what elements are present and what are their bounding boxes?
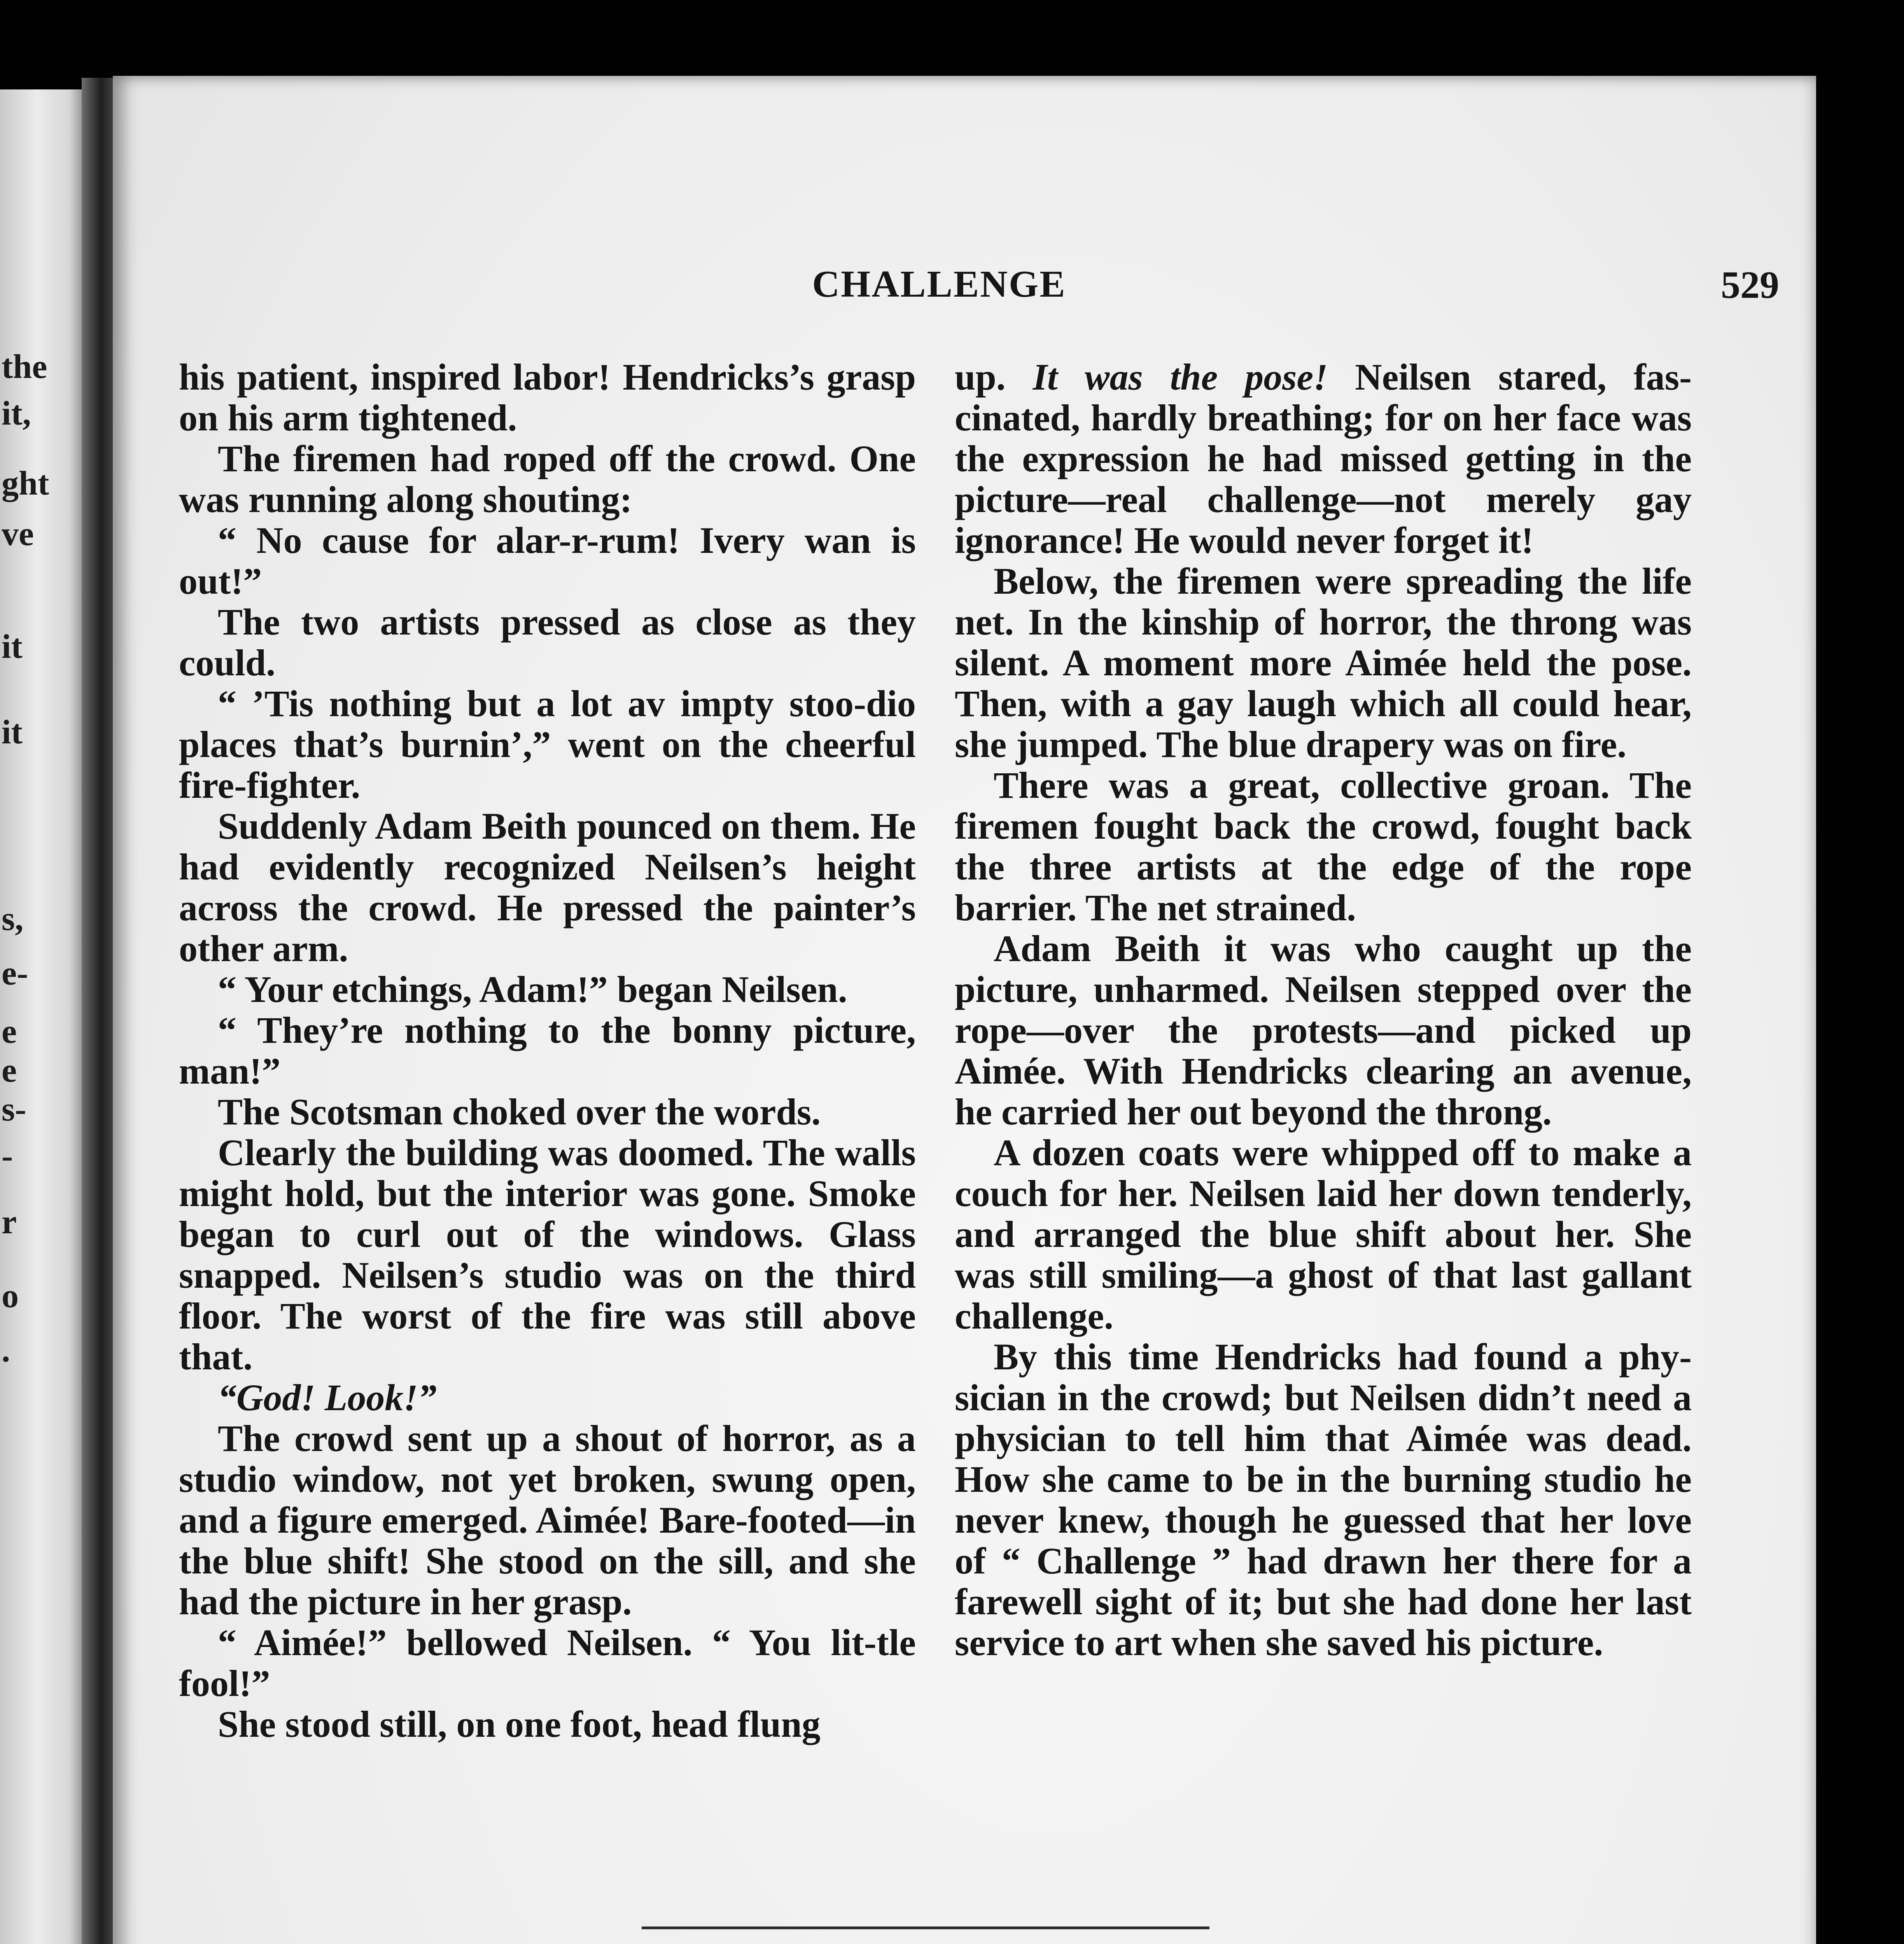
section-divider (642, 1927, 1209, 1929)
story-paragraph: The two artists pressed as close as they could. (179, 601, 916, 684)
facing-page-fragment: e (2, 1013, 17, 1051)
facing-page-fragment: s- (2, 1091, 26, 1128)
running-head-folio: 529 (1721, 263, 1779, 306)
story-paragraph: Below, the firemen were spreading the life net. In the kinship of horror, the throng was silent. A moment more Aimée held the pose. Then, with a gay laugh which all could hear, she jumped. The blue drapery was on fire. (955, 560, 1692, 765)
story-paragraph: There was a great, collective groan. The firemen fought back the crowd, fought back the three artists at the edge of the rope barrier. The net strained. (955, 764, 1692, 928)
story-paragraph: By this time Hendricks had found a phy-sician in the crowd; but Neilsen didn’t need a physician to tell him that Aimée was dead. How she came to be in the burning studio he never knew, though he guessed that her love of “ Challenge ” had drawn her there for a farewell sight of it; but she had done her last service to art when she saved his picture. (955, 1336, 1692, 1663)
facing-page-fragment: the (2, 348, 47, 386)
facing-page-fragment: e- (2, 955, 28, 992)
story-paragraph: The crowd sent up a shout of horror, as a studio window, not yet broken, swung open, and a figure emerged. Aimée! Bare-footed—in the blue shift! She stood on the sill, and she had the picture in her grasp. (179, 1418, 916, 1622)
paragraph-text: Neilsen stared, fas-cinated, hardly breathing; for on her face was the expression he had missed getting in the picture—real challenge—not merely gay ignorance! He would never forget it! (955, 356, 1692, 561)
facing-page-fragment: s, (2, 900, 24, 938)
facing-page-fragment: e (2, 1052, 17, 1089)
story-paragraph (955, 357, 1692, 561)
facing-page-fragment: ght (2, 465, 49, 502)
story-paragraph: “ Aimée!” bellowed Neilsen. “ You lit-tle fool!” (179, 1622, 916, 1704)
story-paragraph: “ ’Tis nothing but a lot av impty stoo-dio places that’s burnin’,” went on the cheerful fire-fighter. (179, 683, 916, 806)
magazine-page (113, 76, 1816, 1944)
facing-page-fragment: ve (2, 515, 34, 553)
facing-page-fragment: - (2, 1137, 13, 1175)
emphasis-text: It was the pose! (1032, 356, 1328, 398)
story-paragraph: “ They’re nothing to the bonny picture, man!” (179, 1009, 916, 1092)
paragraph-text: up. (955, 356, 1033, 398)
facing-page-fragment: it (2, 628, 23, 666)
facing-page-edge (0, 89, 82, 1944)
running-head-title: CHALLENGE (812, 263, 1066, 305)
story-paragraph: Suddenly Adam Beith pounced on them. He had evidently recognized Neilsen’s height across the crowd. He pressed the painter’s other arm. (179, 805, 916, 969)
story-paragraph: his patient, inspired labor! Hendricks’s grasp on his arm tightened. (179, 356, 916, 439)
facing-page-fragment: it (2, 713, 23, 751)
running-head (113, 262, 1816, 321)
story-paragraph: “ Your etchings, Adam!” began Neilsen. (218, 969, 847, 1010)
facing-page-fragment: it, (2, 395, 31, 432)
facing-page-fragment: r (2, 1203, 17, 1241)
facing-page-fragment: o (2, 1277, 19, 1315)
story-column-right (955, 357, 1692, 1663)
facing-page-fragment: . (2, 1332, 10, 1369)
story-paragraph (179, 1377, 916, 1418)
story-paragraph: The Scotsman choked over the words. (218, 1091, 821, 1133)
emphasis-text: “God! Look!” (218, 1377, 437, 1418)
story-column-left (179, 357, 916, 1745)
story-paragraph: The firemen had roped off the crowd. One was running along shouting: (179, 438, 916, 520)
page-gutter (82, 78, 117, 1944)
story-paragraph: “ No cause for alar-r-rum! Ivery wan is out!” (179, 519, 916, 602)
story-paragraph: She stood still, on one foot, head flung (218, 1703, 821, 1745)
story-paragraph: Clearly the building was doomed. The walls might hold, but the interior was gone. Smoke began to curl out of the windows. Glass snapped. Neilsen’s studio was on the third floor. The worst of the fire was still above that. (179, 1132, 916, 1378)
story-paragraph: Adam Beith it was who caught up the picture, unharmed. Neilsen stepped over the rope—over the protests—and picked up Aimée. With Hendricks clearing an avenue, he carried her out beyond the throng. (955, 928, 1692, 1133)
story-paragraph: A dozen coats were whipped off to make a couch for her. Neilsen laid her down tenderly, and arranged the blue shift about her. She was still smiling—a ghost of that last gallant challenge. (955, 1132, 1692, 1337)
